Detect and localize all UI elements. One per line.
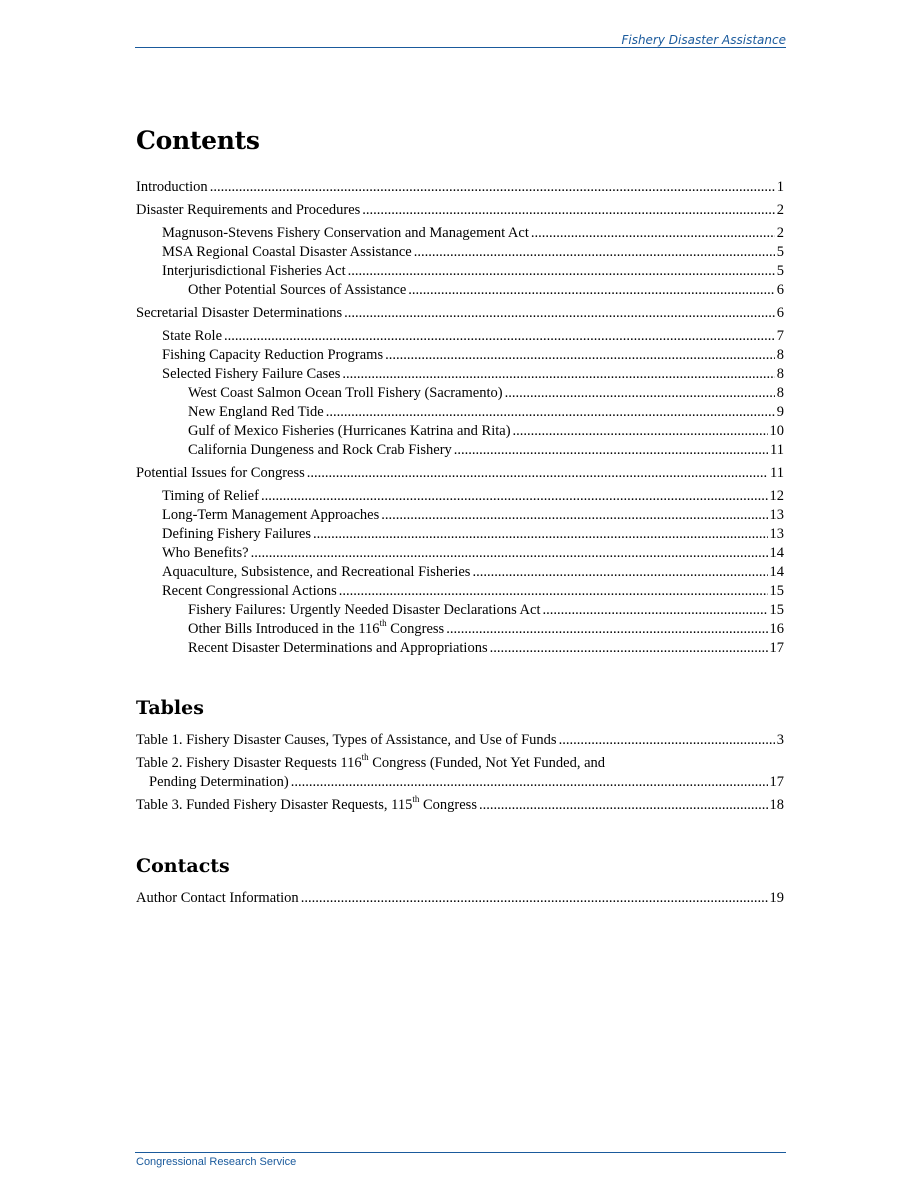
contents-list [136, 178, 784, 658]
toc-entry-capacity-reduction[interactable]: Fishing Capacity Reduction Programs ..... 8 [136, 346, 784, 365]
header-rule [135, 47, 786, 48]
toc-entry-interjurisdictional[interactable]: Interjurisdictional Fisheries Act ..... 5 [136, 262, 784, 281]
toc-entry-other-bills[interactable]: Other Bills Introduced in the 116th Congress ..... 16 [136, 620, 784, 639]
toc-entry-other-sources[interactable]: Other Potential Sources of Assistance ..... 6 [136, 281, 784, 300]
toc-entry-secretarial-determinations[interactable]: Secretarial Disaster Determinations ..... 6 [136, 304, 784, 323]
toc-entry-potential-issues[interactable]: Potential Issues for Congress ..... 11 [136, 464, 784, 483]
contacts-list [136, 889, 784, 908]
toc-entry-urgently-needed-act[interactable]: Fishery Failures: Urgently Needed Disaster Declarations Act ..... 15 [136, 601, 784, 620]
toc-entry-msa-regional[interactable]: MSA Regional Coastal Disaster Assistance ..... 5 [136, 243, 784, 262]
toc-entry-recent-actions[interactable]: Recent Congressional Actions ..... 15 [136, 582, 784, 601]
toc-entry-long-term-management[interactable]: Long-Term Management Approaches ..... 13 [136, 506, 784, 525]
toc-entry-recent-determinations[interactable]: Recent Disaster Determinations and Appropriations ..... 17 [136, 639, 784, 658]
toc-entry-aquaculture[interactable]: Aquaculture, Subsistence, and Recreational Fisheries ..... 14 [136, 563, 784, 582]
tables-title: Tables [136, 697, 204, 719]
toc-entry-timing-of-relief[interactable]: Timing of Relief ..... 12 [136, 487, 784, 506]
toc-entry-author-contact[interactable]: Author Contact Information ..... 19 [136, 889, 784, 908]
toc-entry-defining-failures[interactable]: Defining Fishery Failures ..... 13 [136, 525, 784, 544]
toc-entry-table-1[interactable]: Table 1. Fishery Disaster Causes, Types of Assistance, and Use of Funds ..... 3 [136, 731, 784, 750]
toc-entry-gulf-of-mexico[interactable]: Gulf of Mexico Fisheries (Hurricanes Katrina and Rita) ..... 10 [136, 422, 784, 441]
toc-entry-table-3[interactable]: Table 3. Funded Fishery Disaster Requests, 115th Congress ..... 18 [136, 796, 784, 815]
toc-entry-introduction[interactable]: Introduction ..... 1 [136, 178, 784, 197]
footer-rule [135, 1152, 786, 1153]
contacts-title: Contacts [136, 855, 230, 877]
contents-title: Contents [136, 126, 260, 155]
toc-entry-failure-cases[interactable]: Selected Fishery Failure Cases ..... 8 [136, 365, 784, 384]
toc-entry-new-england-red-tide[interactable]: New England Red Tide ..... 9 [136, 403, 784, 422]
toc-entry-west-coast-salmon[interactable]: West Coast Salmon Ocean Troll Fishery (Sacramento) ..... 8 [136, 384, 784, 403]
running-footer: Congressional Research Service [136, 1156, 297, 1168]
toc-entry-magnuson-stevens[interactable]: Magnuson-Stevens Fishery Conservation and Management Act ..... 2 [136, 224, 784, 243]
toc-entry-table-2[interactable]: Table 2. Fishery Disaster Requests 116th Congress (Funded, Not Yet Funded, and Pending Determination) ..... 17 [136, 754, 784, 792]
table-of-contents [136, 124, 784, 908]
toc-entry-state-role[interactable]: State Role ..... 7 [136, 327, 784, 346]
running-header: Fishery Disaster Assistance [621, 33, 786, 47]
toc-entry-disaster-requirements[interactable]: Disaster Requirements and Procedures ..... 2 [136, 201, 784, 220]
toc-entry-california-crab[interactable]: California Dungeness and Rock Crab Fishery ..... 11 [136, 441, 784, 460]
toc-entry-who-benefits[interactable]: Who Benefits? ..... 14 [136, 544, 784, 563]
tables-list [136, 731, 784, 815]
